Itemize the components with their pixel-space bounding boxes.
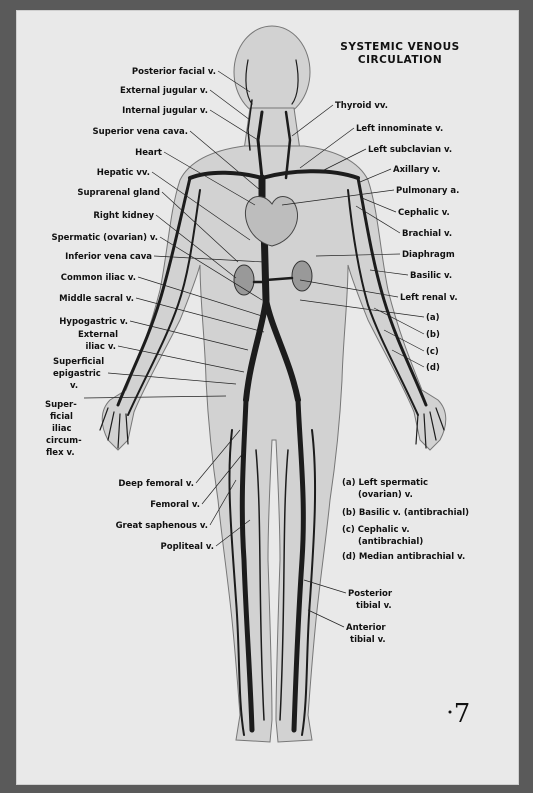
- label-superficial-iliac-3: iliac: [52, 424, 72, 434]
- legend-a-1: (a) Left spermatic: [342, 478, 429, 488]
- label-posterior-tibial-2: tibial v.: [356, 601, 392, 611]
- label-heart: Heart: [135, 148, 162, 158]
- label-middle-sacral: Middle sacral v.: [59, 294, 134, 304]
- label-superior-vena-cava: Superior vena cava.: [92, 127, 188, 137]
- label-basilic: Basilic v.: [410, 271, 453, 281]
- legend-b: (b) Basilic v. (antibrachial): [342, 508, 470, 518]
- label-d: (d): [426, 363, 440, 373]
- label-anterior-tibial-1: Anterior: [346, 623, 386, 633]
- legend: [342, 478, 469, 562]
- legend-c-1: (c) Cephalic v.: [342, 525, 410, 535]
- label-brachial: Brachial v.: [402, 229, 453, 239]
- legend-c-2: (antibrachial): [358, 537, 424, 547]
- label-hepatic: Hepatic vv.: [96, 168, 150, 178]
- label-suprarenal-gland: Suprarenal gland: [77, 188, 160, 198]
- label-popliteal: Popliteal v.: [160, 542, 214, 552]
- label-cephalic: Cephalic v.: [398, 208, 450, 218]
- label-superficial-epigastric-3: v.: [70, 381, 79, 391]
- label-superficial-iliac-2: ficial: [50, 412, 73, 422]
- label-left-renal: Left renal v.: [400, 293, 458, 303]
- title-line-2: CIRCULATION: [357, 54, 443, 66]
- label-common-iliac: Common iliac v.: [60, 273, 136, 283]
- label-thyroid: Thyroid vv.: [335, 101, 388, 111]
- legend-a-2: (ovarian) v.: [358, 490, 413, 500]
- label-superficial-epigastric-1: Superficial: [53, 357, 105, 367]
- label-b: (b): [426, 330, 440, 340]
- label-c: (c): [426, 347, 439, 357]
- label-external-iliac-2: iliac v.: [85, 342, 116, 352]
- label-a: (a): [426, 313, 440, 323]
- label-left-subclavian: Left subclavian v.: [368, 145, 453, 155]
- page-number: 7: [453, 699, 471, 729]
- label-diaphragm: Diaphragm: [402, 250, 455, 260]
- legend-d: (d) Median antibrachial v.: [342, 552, 466, 562]
- label-femoral: Femoral v.: [150, 500, 200, 510]
- label-right-kidney: Right kidney: [93, 211, 154, 221]
- label-posterior-facial: Posterior facial v.: [131, 67, 216, 77]
- label-superficial-iliac-5: flex v.: [46, 448, 75, 458]
- label-hypogastric: Hypogastric v.: [59, 317, 128, 327]
- label-left-innominate: Left innominate v.: [356, 124, 444, 134]
- title-line-1: SYSTEMIC VENOUS: [340, 41, 460, 53]
- left-labels: [45, 67, 216, 552]
- label-posterior-tibial-1: Posterior: [348, 589, 393, 599]
- label-superficial-iliac-4: circum-: [46, 436, 82, 446]
- label-superficial-iliac-1: Super-: [45, 400, 77, 410]
- label-great-saphenous: Great saphenous v.: [115, 521, 208, 531]
- label-external-jugular: External jugular v.: [120, 86, 208, 96]
- label-deep-femoral: Deep femoral v.: [118, 479, 194, 489]
- label-anterior-tibial-2: tibial v.: [350, 635, 386, 645]
- label-inferior-vena-cava: Inferior vena cava: [65, 252, 152, 262]
- label-pulmonary: Pulmonary a.: [396, 186, 460, 196]
- label-axillary: Axillary v.: [393, 165, 441, 175]
- label-internal-jugular: Internal jugular v.: [122, 106, 208, 116]
- label-superficial-epigastric-2: epigastric: [53, 369, 101, 379]
- label-external-iliac-1: External: [77, 330, 118, 340]
- label-spermatic: Spermatic (ovarian) v.: [51, 233, 158, 243]
